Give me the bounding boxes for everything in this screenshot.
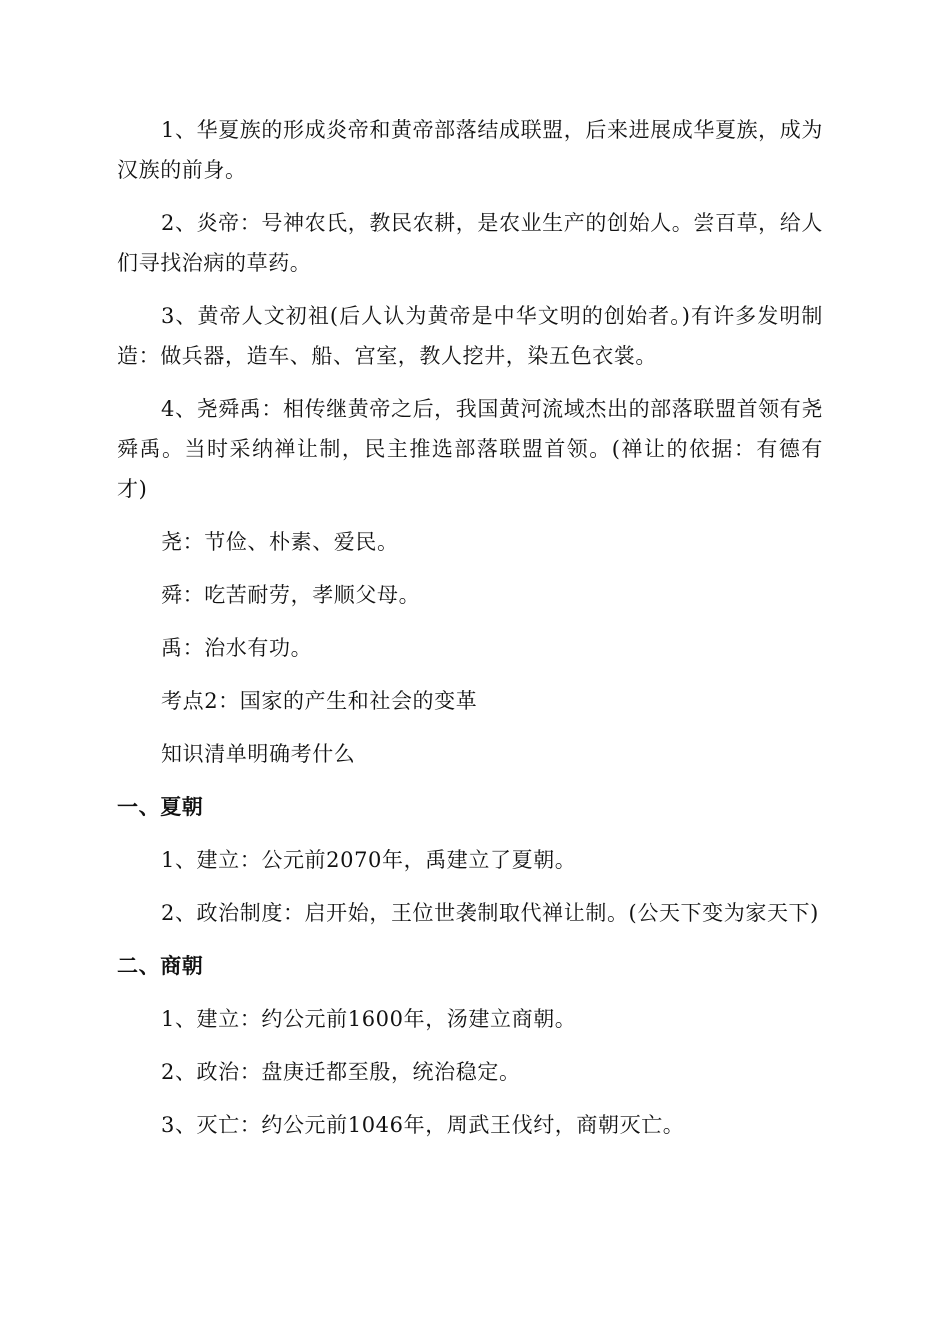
paragraph-shang-politics: 2、政治：盘庚迁都至殷，统治稳定。 [161,1060,521,1084]
paragraph-shang-fall: 3、灭亡：约公元前1046年，周武王伐纣，商朝灭亡。 [161,1113,685,1137]
paragraph-yu: 禹：治水有功。 [161,636,313,660]
knowledge-list-title: 知识清单明确考什么 [161,742,356,766]
paragraph-yandi: 2、炎帝：号神农氏，教民农耕，是农业生产的创始人。尝百草，给人们寻找治病的草药。 [117,211,823,275]
paragraph-shun: 舜：吃苦耐劳，孝顺父母。 [161,583,421,607]
paragraph-xia-founding: 1、建立：公元前2070年，禹建立了夏朝。 [161,848,577,872]
paragraph-shang-founding: 1、建立：约公元前1600年，汤建立商朝。 [161,1007,577,1031]
section-heading-shang: 二、商朝 [117,954,204,978]
paragraph-huaxia-formation: 1、华夏族的形成炎帝和黄帝部落结成联盟，后来进展成华夏族，成为汉族的前身。 [117,118,823,182]
paragraph-yao: 尧：节俭、朴素、爱民。 [161,530,399,554]
document-body [117,110,823,1158]
paragraph-xia-politics: 2、政治制度：启开始，王位世袭制取代禅让制。(公天下变为家天下) [161,901,819,925]
paragraph-yao-shun-yu: 4、尧舜禹：相传继黄帝之后，我国黄河流域杰出的部落联盟首领有尧舜禹。当时采纳禅让制，民主推选部落联盟首领。(禅让的依据：有德有才) [117,397,823,501]
section-heading-xia: 一、夏朝 [117,795,204,819]
paragraph-huangdi: 3、黄帝人文初祖(后人认为黄帝是中华文明的创始者。)有许多发明制造：做兵器，造车、船、宫室，教人挖井，染五色衣裳。 [117,304,823,368]
exam-point-title: 考点2：国家的产生和社会的变革 [161,689,478,713]
